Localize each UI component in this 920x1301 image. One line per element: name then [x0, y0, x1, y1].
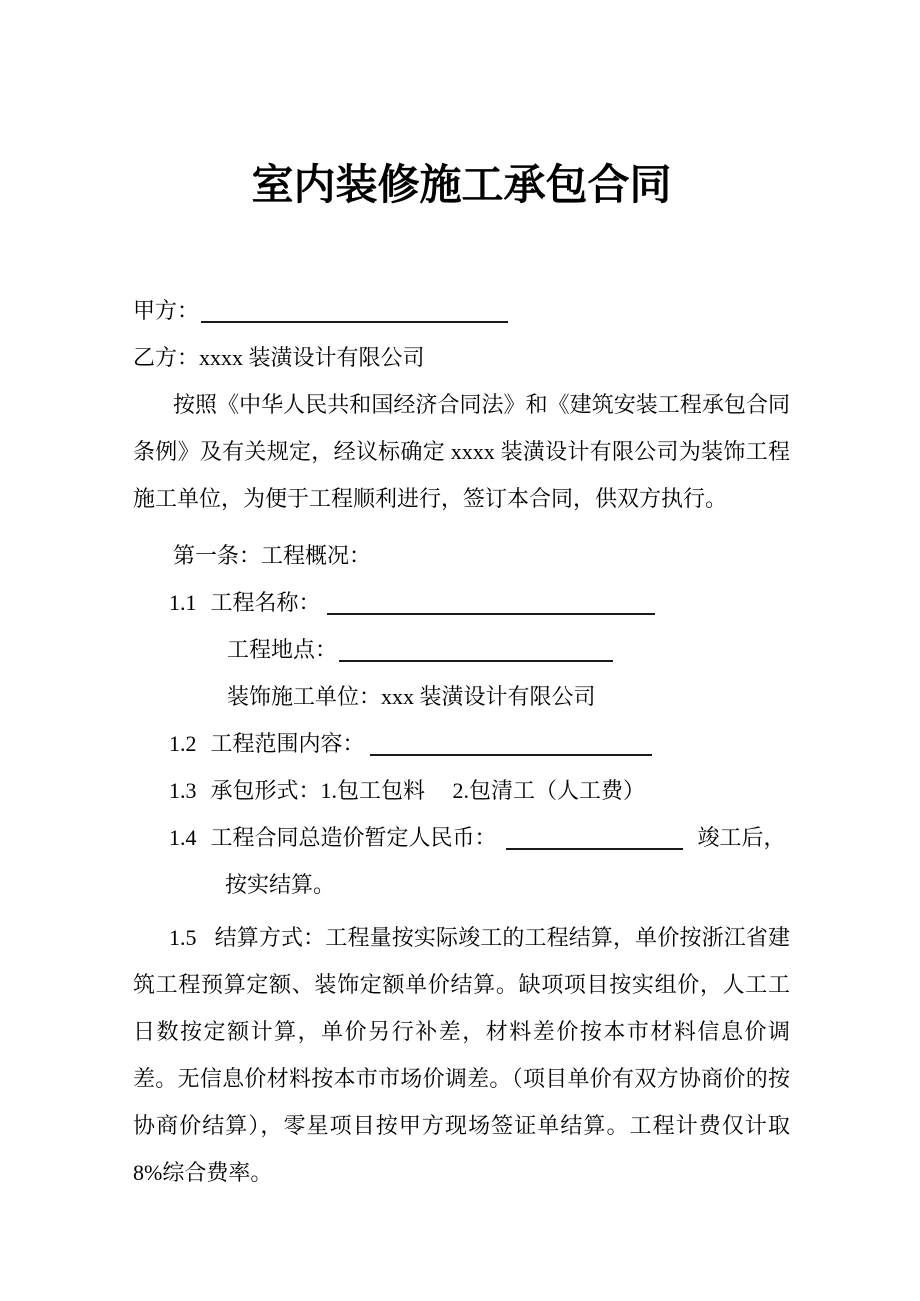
item-1-1-number: 1.1 — [169, 590, 197, 615]
scope-label: 工程范围内容： — [210, 731, 365, 756]
total-price-blank-field — [506, 828, 683, 850]
item-1-2-scope-line — [133, 720, 790, 767]
contractor-line: 装饰施工单位：xxx 装潢设计有限公司 — [227, 684, 596, 709]
project-site-label: 工程地点： — [227, 637, 338, 662]
item-1-2-number: 1.2 — [169, 731, 197, 756]
total-price-label: 工程合同总造价暂定人民币： — [210, 825, 497, 850]
item-1-3-number: 1.3 — [169, 778, 197, 803]
project-site-line — [133, 626, 790, 673]
total-price-suffix: 竣工后， — [697, 825, 786, 850]
item-1-4-number: 1.4 — [169, 825, 197, 850]
item-1-1-project-name-line — [133, 579, 790, 626]
article-1-heading: 第一条：工程概况： — [173, 543, 372, 568]
project-site-blank-field — [339, 640, 613, 662]
contract-form-label: 承包形式： — [210, 778, 321, 803]
intro-paragraph: 按照《中华人民共和国经济合同法》和《建筑安装工程承包合同条例》及有关规定，经议标确定 xxxx 装潢设计有限公司为装饰工程施工单位，为便于工程顺利进行，签订本合同，供双方执行。 — [133, 392, 790, 511]
item-1-3-contract-form-line — [133, 767, 790, 814]
settlement-text: 结算方式：工程量按实际竣工的工程结算，单价按浙江省建筑工程预算定额、装饰定额单价结算。缺项项目按实组价，人工工日数按定额计算，单价另行补差，材料差价按本市材料信息价调差。无信息价材料按本市市场价调差。（项目单价有双方协商价的按协商价结算），零星项目按甲方现场签证单结算。工程计费仅计取 8%综合费率。 — [133, 925, 790, 1185]
project-name-label: 工程名称： — [210, 590, 321, 615]
party-a-line — [133, 287, 790, 334]
project-name-blank-field — [327, 593, 655, 615]
party-a-label: 甲方： — [133, 298, 200, 323]
party-b-line: 乙方：xxxx 装潢设计有限公司 — [133, 345, 425, 370]
item-1-4-continuation: 按实结算。 — [225, 872, 336, 897]
document-title: 室内装修施工承包合同 — [251, 163, 672, 209]
party-a-blank-field — [201, 301, 508, 323]
item-1-5-settlement-paragraph — [133, 914, 790, 1196]
item-1-5-number: 1.5 — [169, 925, 197, 950]
item-1-4-total-price-line — [133, 814, 790, 861]
scope-blank-field — [370, 734, 652, 756]
contract-form-options: 1.包工包料 2.包清工（人工费） — [320, 778, 646, 803]
